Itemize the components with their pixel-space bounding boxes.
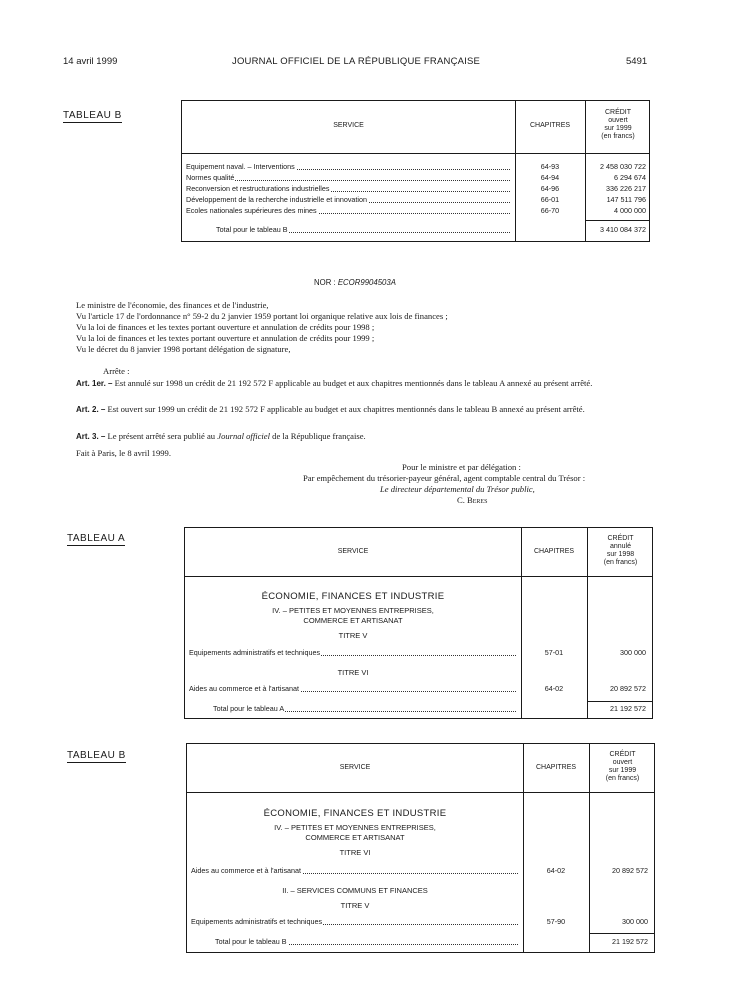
col-credit-header: CRÉDIT annulé sur 1998 (en francs)	[603, 535, 638, 566]
col-service-header: SERVICE	[339, 764, 371, 771]
nor-reference: NOR : ECOR9904503A	[314, 278, 396, 287]
total-label: Total pour le tableau B	[216, 224, 510, 235]
col-chapitres-header: CHAPITRES	[529, 122, 571, 129]
signature-name: C. Beres	[457, 495, 488, 505]
row-chapitre: 64-94	[540, 173, 560, 182]
signature-line-3: Le directeur départemental du Trésor public,	[380, 484, 535, 494]
total-value: 3 410 084 372	[600, 225, 646, 234]
row-chapitre: 64-93	[540, 162, 560, 171]
row-service: Aides au commerce et à l'artisanat	[189, 683, 516, 694]
row-service: Normes qualité	[186, 172, 510, 183]
row-credit: 20 892 572	[612, 866, 648, 875]
article-3: Art. 3. – Le présent arrêté sera publié au Journal officiel de la République française.	[76, 431, 366, 441]
row-chapitre: 64-02	[544, 684, 564, 693]
col-service-header: SERVICE	[333, 122, 364, 129]
section-title: ÉCONOMIE, FINANCES ET INDUSTRIE	[261, 591, 445, 602]
row-chapitre: 66-70	[540, 206, 560, 215]
fait-a-paris: Fait à Paris, le 8 avril 1999.	[76, 448, 171, 458]
titre-label: TITRE V	[338, 631, 368, 640]
titre-label: TITRE VI	[337, 668, 369, 677]
section-title: ÉCONOMIE, FINANCES ET INDUSTRIE	[263, 808, 447, 819]
signature-line-2: Par empêchement du trésorier-payeur général, agent comptable central du Trésor :	[303, 473, 586, 483]
col-chapitres-header: CHAPITRES	[533, 548, 575, 555]
visa-line: Le ministre de l'économie, des finances et de l'industrie,	[76, 300, 269, 310]
signature-line-1: Pour le ministre et par délégation :	[402, 462, 521, 472]
row-service: Développement de la recherche industrielle et innovation	[186, 194, 510, 205]
article-2: Art. 2. – Est ouvert sur 1999 un crédit de 21 192 572 F applicable au budget et aux chapitres mentionnés dans le tableau B annexé au présent arrêté.	[76, 404, 585, 414]
row-service: Ecoles nationales supérieures des mines	[186, 205, 510, 216]
tableau-a-label: TABLEAU A	[67, 533, 126, 544]
row-service: Equipements administratifs et techniques	[191, 916, 518, 927]
tableau-b-label: TABLEAU B	[63, 110, 122, 121]
visa-line: Vu la loi de finances et les textes portant ouverture et annulation de crédits pour 1998 ;	[76, 322, 375, 332]
total-value: 21 192 572	[610, 704, 646, 713]
subsection-title: IV. – PETITES ET MOYENNES ENTREPRISES, COMMERCE ET ARTISANAT	[274, 823, 436, 842]
row-credit: 20 892 572	[610, 684, 646, 693]
tableau-b-table	[186, 743, 655, 953]
journal-title: JOURNAL OFFICIEL DE LA RÉPUBLIQUE FRANÇAISE	[232, 56, 481, 67]
row-credit: 2 458 030 722	[600, 162, 646, 171]
page-number: 5491	[626, 56, 648, 67]
row-chapitre: 64-02	[546, 866, 566, 875]
row-chapitre: 66-01	[540, 195, 560, 204]
row-credit: 300 000	[620, 648, 646, 657]
row-credit: 6 294 674	[614, 173, 646, 182]
tableau-a-table	[184, 527, 653, 719]
article-1: Art. 1er. – Est annulé sur 1998 un crédit de 21 192 572 F applicable au budget et aux chapitres mentionnés dans le tableau A annexé au présent arrêté.	[76, 378, 593, 388]
col-chapitres-header: CHAPITRES	[535, 764, 577, 771]
total-label: Total pour le tableau B	[215, 936, 518, 947]
row-credit: 4 000 000	[614, 206, 646, 215]
row-service: Aides au commerce et à l'artisanat	[191, 865, 518, 876]
tableau-b-top-table	[181, 100, 650, 242]
total-label: Total pour le tableau A	[213, 703, 516, 714]
row-service: Equipements administratifs et techniques	[189, 647, 516, 658]
col-credit-header: CRÉDIT ouvert sur 1999 (en francs)	[605, 751, 640, 782]
header-date: 14 avril 1999	[63, 56, 118, 67]
visa-line: Vu le décret du 8 janvier 1998 portant délégation de signature,	[76, 344, 291, 354]
row-credit: 300 000	[622, 917, 648, 926]
row-credit: 147 511 796	[606, 195, 646, 204]
tableau-b-label: TABLEAU B	[67, 750, 126, 761]
subsection-title: II. – SERVICES COMMUNS ET FINANCES	[282, 886, 428, 895]
row-chapitre: 64-96	[540, 184, 560, 193]
row-chapitre: 57-01	[544, 648, 564, 657]
subsection-title: IV. – PETITES ET MOYENNES ENTREPRISES, COMMERCE ET ARTISANAT	[272, 606, 434, 625]
row-service: Reconversion et restructurations industrielles	[186, 183, 510, 194]
titre-label: TITRE VI	[339, 848, 371, 857]
visa-line: Vu l'article 17 de l'ordonnance n° 59-2 du 2 janvier 1959 portant loi organique relative aux lois de finances ;	[76, 311, 448, 321]
visa-line: Vu la loi de finances et les textes portant ouverture et annulation de crédits pour 1999 ;	[76, 333, 375, 343]
row-credit: 336 226 217	[606, 184, 646, 193]
arrete-word: Arrête :	[103, 366, 130, 376]
titre-label: TITRE V	[340, 901, 370, 910]
col-credit-header: CRÉDIT ouvert sur 1999 (en francs)	[601, 109, 635, 140]
row-chapitre: 57-90	[546, 917, 566, 926]
total-value: 21 192 572	[612, 937, 648, 946]
row-service: Equipement naval. – Interventions	[186, 161, 510, 172]
col-service-header: SERVICE	[337, 548, 369, 555]
